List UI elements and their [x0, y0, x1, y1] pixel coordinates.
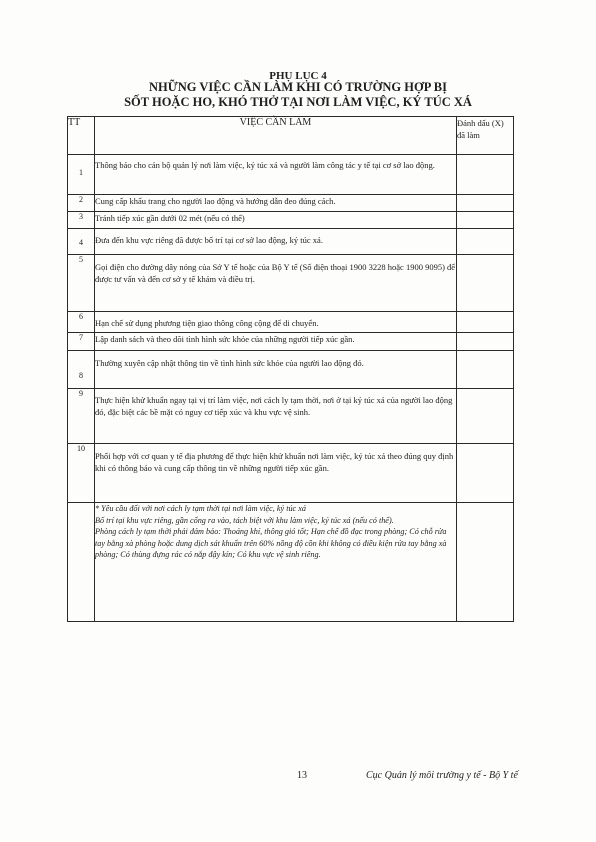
row-number: 10: [68, 444, 95, 503]
row-task: Thường xuyên cập nhật thông tin về tình hình sức khỏe của người lao động đó.: [95, 351, 457, 389]
row-mark-cell[interactable]: [457, 389, 514, 444]
row-mark-cell[interactable]: [457, 312, 514, 333]
table-row: [68, 229, 514, 255]
checklist-table: [67, 116, 514, 622]
table-row: [68, 333, 514, 351]
title-line-1: NHỮNG VIỆC CẦN LÀM KHI CÓ TRƯỜNG HỢP BỊ: [149, 80, 447, 94]
row-task: Gọi điện cho đường dây nóng của Sở Y tế hoặc của Bộ Y tế (Số điện thoại 1900 3228 hoặc 1900 9095) để được tư vấn và đến cơ sở y tế khám và điều trị.: [95, 255, 457, 312]
table-row: [68, 389, 514, 444]
row-task: Cung cấp khẩu trang cho người lao động và hướng dẫn đeo đúng cách.: [95, 195, 457, 212]
footer-organization: Cục Quản lý môi trường y tế - Bộ Y tế: [366, 770, 518, 781]
note-room-requirements: Phòng cách ly tạm thời phải đảm bảo: Thoáng khí, thông gió tốt; Hạn chế đồ đạc trong phòng; Có chỗ rửa tay bằng xà phòng hoặc dung dịch sát khuẩn trên 60% nồng độ cồn khi không có điều kiện rửa tay bằng xà phòng; Có thùng đựng rác có nắp đậy kín; Có khu vực vệ sinh riêng.: [95, 527, 447, 559]
table-row: [68, 212, 514, 229]
table-header-row: [68, 117, 514, 155]
row-number: 3: [68, 212, 95, 229]
row-number: 4: [68, 229, 95, 255]
row-task: Đưa đến khu vực riêng đã được bố trí tại cơ sở lao động, ký túc xá.: [95, 229, 457, 255]
row-task: Hạn chế sử dụng phương tiện giao thông công cộng để di chuyển.: [95, 312, 457, 333]
row-mark-cell[interactable]: [457, 444, 514, 503]
row-number: 6: [68, 312, 95, 333]
row-mark-cell[interactable]: [457, 255, 514, 312]
row-task: Thực hiện khử khuẩn ngay tại vị trí làm việc, nơi cách ly tạm thời, nơi ở tại ký túc xá của người lao động đó, đặc biệt các bề mặt có nguy cơ tiếp xúc và khu vực vệ sinh.: [95, 389, 457, 444]
table-row: [68, 255, 514, 312]
row-task: Tránh tiếp xúc gần dưới 02 mét (nếu có thể): [95, 212, 457, 229]
row-mark-cell[interactable]: [457, 195, 514, 212]
title-line-2: SỐT HOẶC HO, KHÓ THỞ TẠI NƠI LÀM VIỆC, KÝ TÚC XÁ: [124, 95, 472, 109]
isolation-requirements-note: [95, 503, 457, 622]
page-number: 13: [297, 770, 307, 781]
row-number: 2: [68, 195, 95, 212]
note-location: Bố trí tại khu vực riêng, gần cổng ra vào, tách biệt với khu làm việc, ký túc xá (nếu có thể).: [95, 515, 394, 525]
row-mark-cell[interactable]: [457, 212, 514, 229]
row-task: Phối hợp với cơ quan y tế địa phương để thực hiện khử khuẩn nơi làm việc, ký túc xá theo đúng quy định khi có thông báo và cung cấp thông tin về những người tiếp xúc gần.: [95, 444, 457, 503]
table-row: [68, 195, 514, 212]
row-mark-cell[interactable]: [457, 333, 514, 351]
row-number: 1: [68, 155, 95, 195]
header-task: VIỆC CẦN LÀM: [95, 117, 457, 155]
row-mark-cell[interactable]: [457, 229, 514, 255]
row-number: 8: [68, 351, 95, 389]
appendix-label: PHỤ LỤC 4: [269, 70, 327, 82]
row-number: 5: [68, 255, 95, 312]
table-row: [68, 155, 514, 195]
row-mark-cell[interactable]: [457, 503, 514, 622]
note-row: [68, 503, 514, 622]
row-task: Lập danh sách và theo dõi tình hình sức khỏe của những người tiếp xúc gần.: [95, 333, 457, 351]
header-mark: Đánh dấu (X) đã làm: [457, 117, 514, 155]
note-empty-cell: [68, 503, 95, 622]
row-mark-cell[interactable]: [457, 351, 514, 389]
row-number: 9: [68, 389, 95, 444]
header-tt: TT: [68, 117, 95, 155]
table-row: [68, 312, 514, 333]
note-heading: * Yêu cầu đối với nơi cách ly tạm thời tại nơi làm việc, ký túc xá: [95, 504, 306, 513]
row-number: 7: [68, 333, 95, 351]
row-task: Thông báo cho cán bộ quản lý nơi làm việc, ký túc xá và người làm công tác y tế tại cơ sở lao động.: [95, 155, 457, 195]
table-row: [68, 444, 514, 503]
row-mark-cell[interactable]: [457, 155, 514, 195]
table-row: [68, 351, 514, 389]
